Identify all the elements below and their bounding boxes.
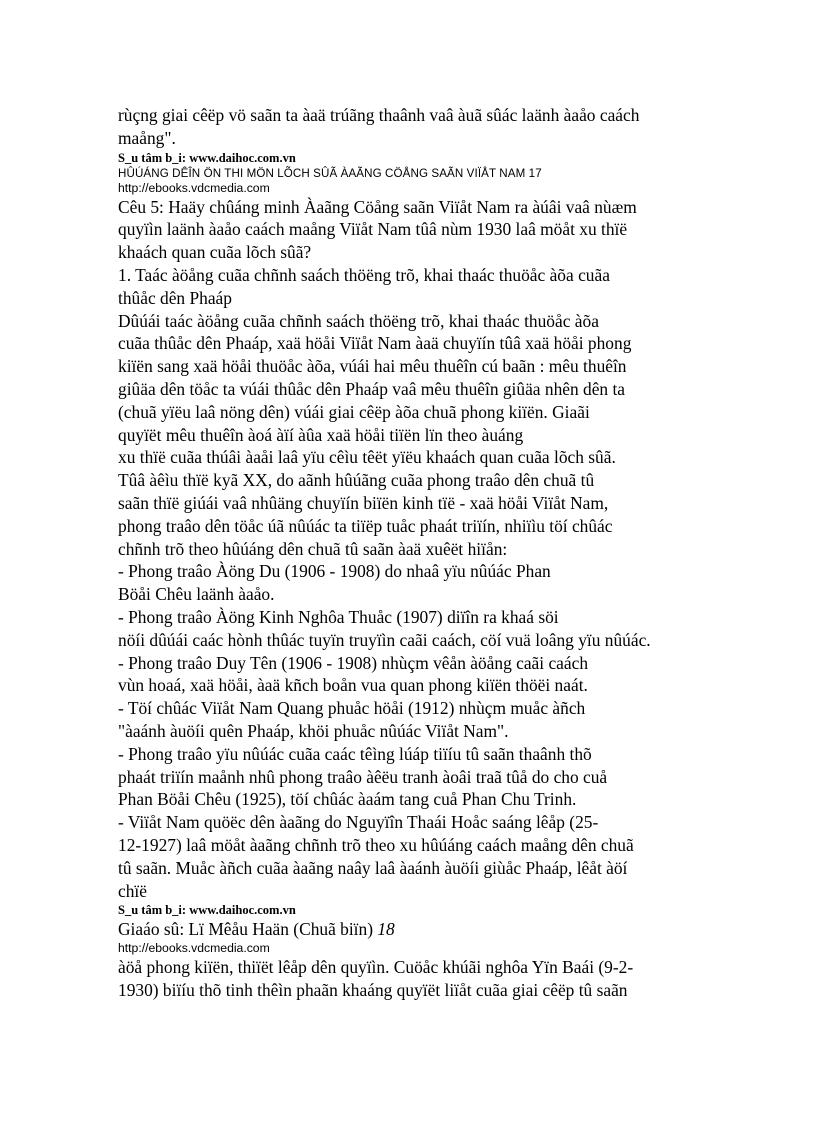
text-line: Dûúái taác àöång cuãa chñnh saách thöëng trõ, khai thaác thuöåc àõa [118, 310, 599, 331]
text-line: 12-1927) laâ möåt àaãng chñnh trõ theo xu hûúáng caách maång dên chuã [118, 834, 634, 855]
text-line: Tûâ àêìu thïë kyã XX, do aãnh hûúãng cuãa phong traâo dên chuã tû [118, 470, 595, 491]
section-heading: 1. Taác àöång cuãa chñnh saách thöëng trõ, khai thaác thuöåc àõa cuãa [118, 264, 610, 285]
text-line: chïë [118, 880, 147, 901]
text-line: quyïët mêu thuêîn àoá àïí àûa xaä höåi tiïën lïn theo àuáng [118, 424, 524, 445]
text-line: (chuã yïëu laâ nöng dên) vúái giai cêëp àõa chuã phong kiïën. Giaãi [118, 401, 590, 422]
text-column [118, 104, 708, 1002]
text-line: "àaánh àuöíi quên Phaáp, khöi phuåc nûúác Viïåt Nam". [118, 720, 509, 741]
text-line: quyïìn laänh àaåo caách maång Viïåt Nam tûâ nùm 1930 laâ möåt xu thïë [118, 219, 628, 240]
text-line: saãn thïë giúái vaâ nhûäng chuyïín biïën kinh tïë - xaä höåi Viïåt Nam, [118, 492, 609, 513]
author-credit: Giaáo sû: Lï Mêåu Haän (Chuã biïn) [118, 919, 373, 940]
text-line: - Töí chûác Viïåt Nam Quang phuåc höåi (1912) nhùçm muåc àñch [118, 698, 586, 719]
text-line: giûäa dên töåc ta vúái thûåc dên Phaáp vaâ mêu thuêîn giûäa nhên dên ta [118, 378, 626, 399]
page-number: 18 [377, 919, 395, 940]
paragraph-block-1 [118, 104, 708, 150]
text-line: thûåc dên Phaáp [118, 287, 232, 308]
text-line: Böåi Chêu laänh àaåo. [118, 584, 275, 605]
text-line: cuãa thûåc dên Phaáp, xaä höåi Viïåt Nam àaä chuyïín tûâ xaä höåi phong [118, 333, 632, 354]
text-line: tû saãn. Muåc àñch cuãa àaãng naây laâ àaánh àuöíi giùåc Phaáp, lêåt àöí [118, 857, 628, 878]
text-line: khaách quan cuãa lõch sûã? [118, 242, 312, 263]
text-line: maång". [118, 127, 176, 148]
running-header [118, 918, 708, 941]
text-line: Phan Böåi Chêu (1925), töí chûác àaám tang cuå Phan Chu Trinh. [118, 789, 577, 810]
text-line: phaát triïín maånh nhû phong traâo àêëu tranh àoâi traã tûå do cho cuå [118, 766, 608, 787]
text-line: - Phong traâo Duy Tên (1906 - 1908) nhùçm vêån àöång caãi caách [118, 652, 589, 673]
question-title: Cêu 5: Haäy chûáng minh Àaãng Cöång saãn Viïåt Nam ra àúâi vaâ nùæm [118, 196, 637, 217]
source-url: http://ebooks.vdcmedia.com [118, 941, 270, 956]
paragraph-block-2 [118, 196, 708, 903]
source-line: S_u tâm b_i: www.daihoc.com.vn [118, 150, 296, 165]
source-line: S_u tâm b_i: www.daihoc.com.vn [118, 903, 296, 918]
text-line: àöå phong kiïën, thiïët lêåp dên quyïìn. Cuöåc khúãi nghôa Yïn Baái (9-2- [118, 957, 634, 978]
text-line: rùçng giai cêëp vö saãn ta àaä trúãng thaânh vaâ àuã sûác laänh àaåo caách [118, 105, 640, 125]
text-line: phong traâo dên töåc úã nûúác ta tiïëp tuåc phaát triïín, nhiïìu töí chûác [118, 515, 613, 536]
text-line: - Phong traâo Àöng Kinh Nghôa Thuåc (1907) diïîn ra khaá söi [118, 606, 559, 627]
text-line: 1930) biïíu thõ tinh thêìn phaãn khaáng quyïët liïåt cuãa giai cêëp tû saãn [118, 979, 628, 1000]
text-line: chñnh trõ theo hûúáng dên chuã tû saãn àaä xuêët hiïån: [118, 538, 508, 559]
text-line: - Phong traâo Àöng Du (1906 - 1908) do nhaâ yïu nûúác Phan [118, 561, 551, 582]
text-line: vùn hoaá, xaä höåi, àaä kñch boån vua quan phong kiïën thöëi naát. [118, 675, 588, 696]
text-line: nöíi dûúái caác hònh thûác tuyïn truyïìn caãi caách, cöí vuä loâng yïu nûúác. [118, 629, 651, 650]
text-line: - Viïåt Nam quöëc dên àaãng do Nguyïîn Thaái Hoåc saáng lêåp (25- [118, 812, 599, 833]
running-header: HÛÚÁNG DÊÎN ÖN THI MÖN LÕCH SÛÃ ÀAÃNG CÖÅNG SAÃN VIÏÅT NAM 17 [118, 166, 542, 180]
paragraph-block-3 [118, 956, 708, 1002]
text-line: - Phong traâo yïu nûúác cuãa caác têìng lúáp tiïíu tû saãn thaânh thõ [118, 743, 592, 764]
source-url: http://ebooks.vdcmedia.com [118, 180, 270, 195]
text-line: kiïën sang xaä höåi thuöåc àõa, vúái hai mêu thuêîn cú baãn : mêu thuêîn [118, 356, 627, 377]
text-line: xu thïë cuãa thúâi àaåi laâ yïu cêìu têët yïëu khaách quan cuãa lõch sûã. [118, 447, 616, 468]
